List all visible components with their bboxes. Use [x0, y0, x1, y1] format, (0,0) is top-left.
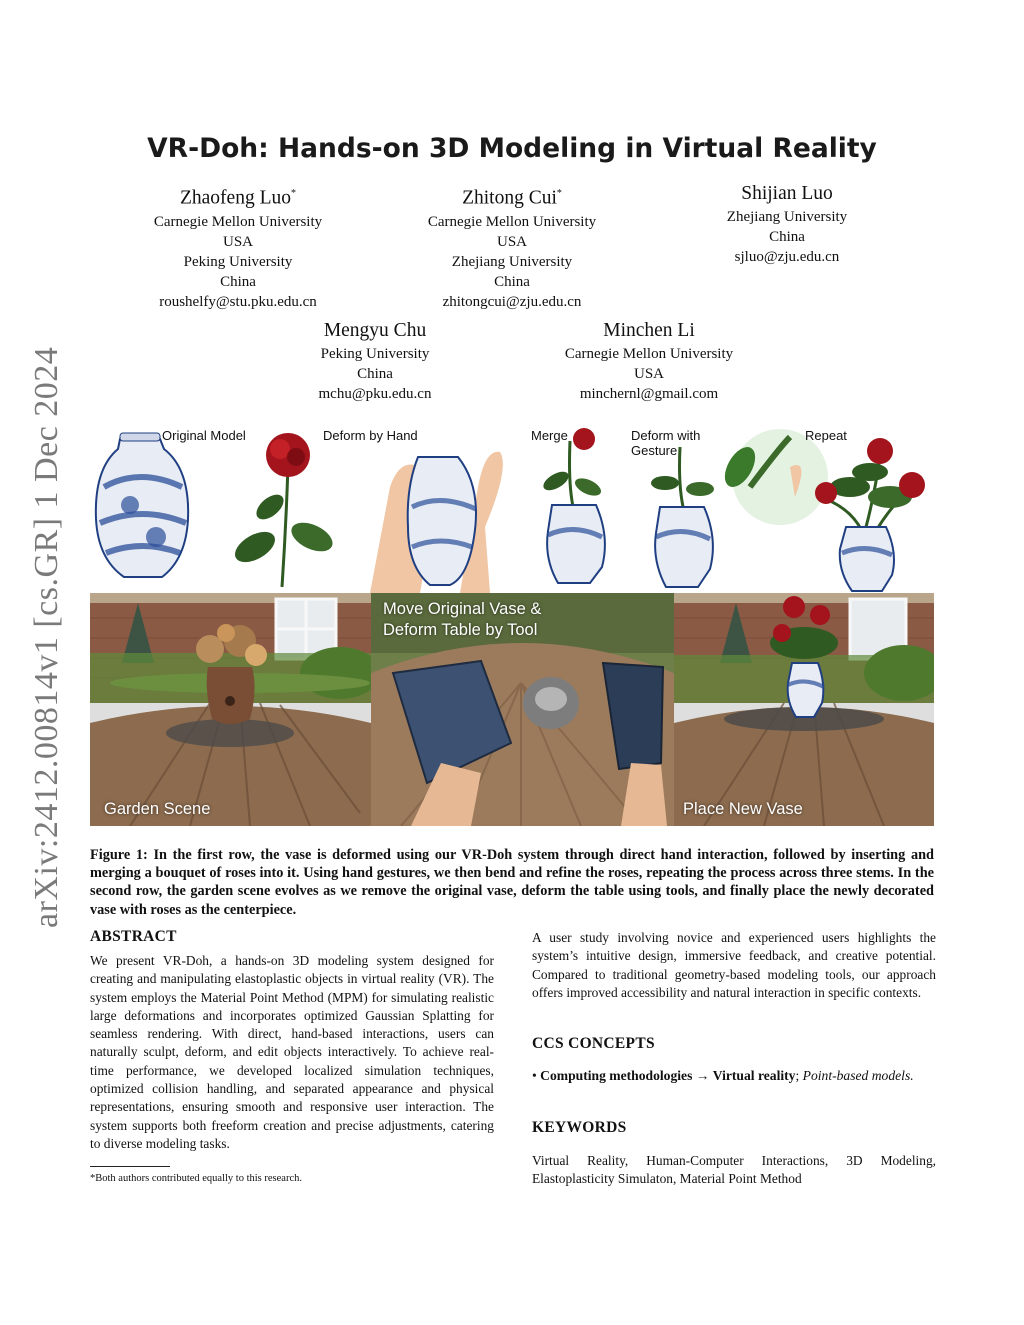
garden-scene-image — [90, 593, 371, 826]
keywords-text: Virtual Reality, Human-Computer Interactions, 3D Modeling, Elastoplasticity Simulaton, Material Point Method — [532, 1153, 936, 1187]
author-name: Minchen Li — [603, 320, 695, 341]
abstract-continued: A user study involving novice and experienced users highlights the system’s intuitive design, immersive feedback, and creative potential. Compared to traditional geometry-based modeling tools, our approach offers improved accessibility and natural interaction in specific contexts. — [532, 930, 936, 1000]
label-deform-by-hand: Deform by Hand — [323, 428, 418, 443]
author-email[interactable]: sjluo@zju.edu.cn — [734, 249, 840, 265]
author-affiliation: Carnegie Mellon University — [153, 213, 323, 230]
final-vase-icon — [815, 438, 925, 591]
author-affiliation: China — [220, 273, 256, 290]
panel-deform-table — [371, 593, 674, 826]
author-name: Shijian Luo — [741, 183, 833, 204]
author-affiliation: China — [494, 273, 530, 290]
author-email[interactable]: zhitongcui@zju.edu.cn — [442, 293, 582, 310]
ccs-arrow: → — [695, 1068, 710, 1083]
figure-row-2 — [90, 593, 934, 826]
author-affiliation: Zhejiang University — [726, 209, 848, 225]
ccs-separator: ; — [795, 1068, 800, 1083]
row1-illustration — [90, 427, 934, 593]
figure-row-1 — [90, 427, 934, 593]
label-garden-scene: Garden Scene — [104, 800, 211, 818]
label-merge: Merge — [531, 428, 568, 443]
author-block — [539, 319, 759, 404]
author-affiliation: USA — [633, 366, 664, 382]
author-email[interactable]: mchu@pku.edu.cn — [318, 386, 432, 402]
rose-icon — [230, 433, 337, 587]
abstract-heading: ABSTRACT — [90, 928, 177, 945]
label-move-vase-deform-table: Move Original Vase & Deform Table by Tool — [383, 600, 542, 639]
equal-contribution-mark: * — [556, 188, 562, 199]
hands-icon — [370, 452, 503, 593]
label-original-model: Original Model — [162, 428, 246, 443]
ccs-bullet: • — [532, 1068, 537, 1083]
equal-contribution-mark: * — [291, 188, 296, 199]
ccs-concept-item — [532, 1067, 936, 1085]
author-block — [412, 182, 612, 312]
ccs-heading: CCS CONCEPTS — [532, 1035, 655, 1052]
ccs-term: Virtual reality — [712, 1068, 796, 1083]
arxiv-stamp: arXiv:2412.00814v1 [cs.GR] 1 Dec 2024 — [28, 346, 65, 928]
panel-place-new-vase — [674, 593, 934, 826]
footnote: *Both authors contributed equally to this research. — [90, 1173, 302, 1184]
panel-garden-scene — [90, 593, 371, 826]
author-affiliation: Zhejiang University — [451, 253, 573, 270]
abstract-text: We present VR-Doh, a hands-on 3D modeling system designed for creating and manipulating elastoplastic objects in virtual reality (VR). The system employs the Material Point Method (MPM) for simulating realistic large deformations and incorporates optimized Gaussian Splatting for seamless rendering. With direct, hand-based interactions, users can naturally sculpt, deform, and edit objects interactively. To achieve real-time performance, we developed localized simulation techniques, optimized collision handling, and separated appearance and physical representations, ensuring smooth and responsive user interaction. The system supports both freeform creation and precise adjustments, catering to diverse modeling tasks. — [90, 953, 494, 1151]
paper-title: VR-Doh: Hands-on 3D Modeling in Virtual Reality — [147, 133, 877, 164]
author-name: Mengyu Chu — [323, 320, 427, 341]
figure-caption: Figure 1: In the first row, the vase is deformed using our VR-Doh system through direct hand interaction, followed by inserting and merging a bouquet of roses into it. Using hand gestures, we then bend and refine the roses, repeating the process across three stems. In the second row, the garden scene evolves as we remove the original vase, deform the table using tools, and finally place the newly decorated vase with roses as the centerpiece. — [90, 847, 934, 918]
author-affiliation: USA — [496, 233, 527, 250]
author-block — [687, 182, 887, 267]
label-repeat: Repeat — [805, 428, 847, 443]
author-name: Zhitong Cui — [462, 187, 557, 209]
ccs-term: Computing methodologies — [540, 1068, 693, 1083]
author-block — [138, 182, 338, 312]
label-place-new-vase: Place New Vase — [683, 800, 803, 818]
author-name: Zhaofeng Luo — [179, 187, 291, 209]
footnote-divider — [90, 1166, 170, 1167]
ccs-term: Point-based models. — [802, 1068, 914, 1083]
label-deform-with-gesture: Deform with Gesture — [631, 428, 701, 458]
merged-vase-icon — [540, 428, 605, 583]
keywords-heading: KEYWORDS — [532, 1119, 627, 1136]
author-affiliation: China — [357, 366, 393, 382]
author-affiliation: Peking University — [320, 346, 430, 362]
author-affiliation: Carnegie Mellon University — [564, 346, 734, 362]
author-email[interactable]: roushelfy@stu.pku.edu.cn — [159, 293, 317, 310]
author-email[interactable]: minchernl@gmail.com — [579, 386, 719, 402]
author-affiliation: China — [769, 229, 805, 245]
author-block — [275, 319, 475, 404]
place-new-vase-image — [674, 593, 934, 826]
author-affiliation: USA — [222, 233, 253, 250]
author-affiliation: Carnegie Mellon University — [427, 213, 597, 230]
author-affiliation: Peking University — [183, 253, 293, 270]
teaser-figure — [90, 427, 934, 827]
vase-icon — [96, 433, 188, 577]
